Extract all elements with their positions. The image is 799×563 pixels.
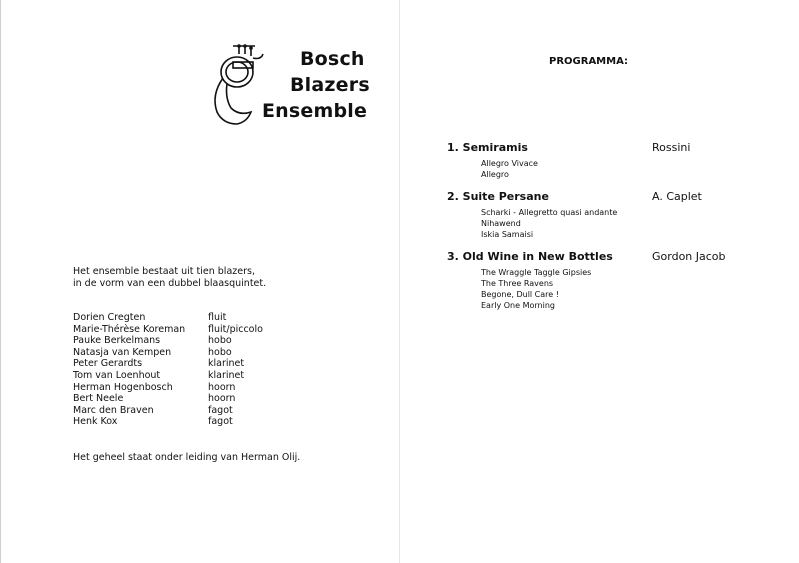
movement: Allegro Vivace [481,159,538,168]
intro-text [73,266,333,290]
movement: The Three Ravens [481,279,554,288]
leader-text: Het geheel staat onder leiding van Herman Olij. [73,452,301,463]
member-name: Pauke Berkelmans [73,335,161,347]
member-instrument: fagot [208,416,233,428]
movement: Nihawend [481,219,521,228]
movement: Allegro [481,170,509,179]
member-instrument: hoorn [208,381,236,393]
piece-composer: A. Caplet [652,190,702,203]
movement-list [481,207,777,240]
member-name: Bert Neele [73,393,124,405]
program-piece [447,190,777,240]
intro-line: Het ensemble bestaat uit tien blazers, [73,266,255,277]
member-name: Peter Gerardts [73,358,143,370]
logo-text-line3: Ensemble [262,100,368,122]
member-name: Dorien Cregten [73,312,146,323]
movement: Iskia Samaisi [481,230,534,239]
movement-list [481,267,777,311]
french-horn-icon [203,40,265,130]
movement: Begone, Dull Care ! [481,290,559,299]
member-instrument: hobo [208,346,232,358]
member-name: Henk Kox [73,416,118,428]
member-name: Marc den Braven [73,404,154,416]
member-name: Herman Hogenbosch [73,381,173,393]
member-name: Natasja van Kempen [73,346,172,358]
member-name: Marie-Thérèse Koreman [73,323,186,335]
intro-line: in de vorm van een dubbel blaasquintet. [73,278,267,289]
member-instrument: hoorn [208,393,236,405]
program-title: PROGRAMMA: [549,56,629,67]
logo-text-line1: Bosch [300,48,365,70]
member-instrument: klarinet [208,369,245,381]
movement: The Wraggle Taggle Gipsies [481,268,592,277]
piece-title: 2. Suite Persane [447,190,549,203]
program-piece [447,250,777,311]
member-instrument: fluit [208,312,227,323]
movement: Early One Morning [481,301,555,310]
piece-composer: Gordon Jacob [652,250,726,263]
logo-text-line2: Blazers [290,74,370,96]
member-name: Tom van Loenhout [73,369,161,381]
program-piece [447,141,777,180]
member-instrument: klarinet [208,358,245,370]
member-instrument: hobo [208,335,232,347]
movement-list [481,158,777,180]
piece-title: 1. Semiramis [447,141,528,154]
movement: Scharki - Allegretto quasi andante [481,208,618,217]
member-instrument: fluit/piccolo [208,323,263,335]
right-page [400,0,799,563]
piece-title: 3. Old Wine in New Bottles [447,250,613,263]
member-instrument: fagot [208,404,233,416]
piece-composer: Rossini [652,141,691,154]
